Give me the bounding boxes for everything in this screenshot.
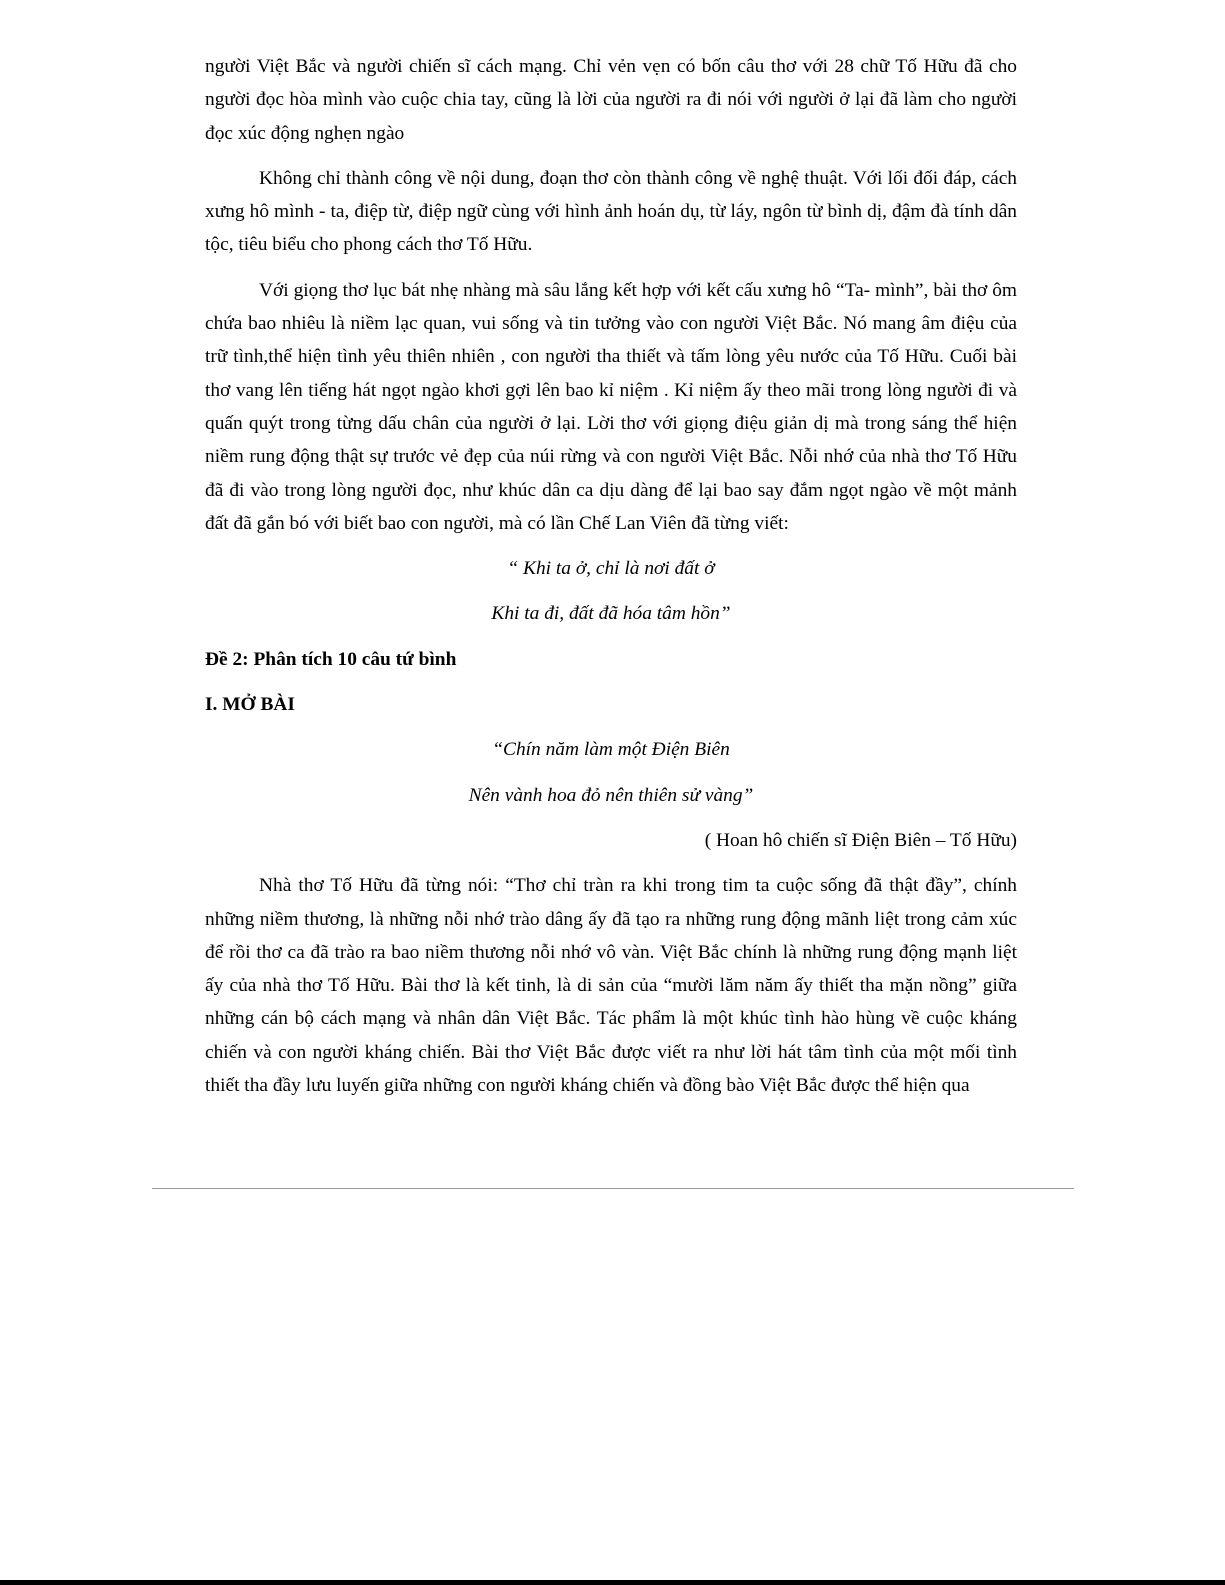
poem-quote-dien-bien: [205, 733, 1017, 812]
poem-quote-che-lan-vien: [205, 552, 1017, 631]
poem-line: “Chín năm làm một Điện Biên: [492, 739, 730, 761]
quote-source: ( Hoan hô chiến sĩ Điện Biên – Tố Hữu): [704, 829, 1017, 851]
paragraph-intro: Nhà thơ Tố Hữu đã từng nói: “Thơ chỉ tràn ra khi trong tim ta cuộc sống đã thật đầy”, chính những niềm thương, là những nỗi nhớ trào dâng ấy đã tạo ra những rung động mãnh liệt trong cảm xúc để rồi thơ ca đã trào ra bao niềm thương nỗi nhớ vô vàn. Việt Bắc chính là những rung động mạnh liệt ấy của nhà thơ Tố Hữu. Bài thơ là kết tinh, là di sản của “mười lăm năm ấy thiết tha mặn nồng” giữa những cán bộ cách mạng và nhân dân Việt Bắc. Tác phẩm là một khúc tình hào hùng về cuộc kháng chiến và con người kháng chiến. Bài thơ Việt Bắc được viết ra như lời hát tâm tình của một mối tình thiết tha đầy lưu luyến giữa những con người kháng chiến và đồng bào Việt Bắc được thể hiện qua: [205, 875, 1017, 1097]
section-heading-de-2: Đề 2: Phân tích 10 câu tứ bình: [205, 648, 457, 670]
paragraph-voice: Với giọng thơ lục bát nhẹ nhàng mà sâu lắng kết hợp với kết cấu xưng hô “Ta- mình”, bài thơ ôm chứa bao nhiêu là niềm lạc quan, vui sống và tin tưởng vào con người Việt Bắc. Nó mang âm điệu của trữ tình,thể hiện tình yêu thiên nhiên , con người tha thiết và tấm lòng yêu nước của Tố Hữu. Cuối bài thơ vang lên tiếng hát ngọt ngào khơi gợi lên bao kỉ niệm . Kỉ niệm ấy theo mãi trong lòng người đi và quấn quýt trong từng dấu chân của người ở lại. Lời thơ với giọng điệu giản dị mà trong sáng thể hiện niềm rung động thật sự trước vẻ đẹp của núi rừng và con người Việt Bắc. Nỗi nhớ của nhà thơ Tố Hữu đã đi vào trong lòng người đọc, như khúc dân ca dịu dàng để lại bao say đắm ngọt ngào về một mảnh đất đã gắn bó với biết bao con người, mà có lần Chế Lan Viên đã từng viết:: [205, 279, 1017, 534]
page-separator: [152, 1188, 1074, 1189]
page-content: [205, 50, 1017, 1102]
section-heading-mo-bai: I. MỞ BÀI: [205, 694, 295, 716]
poem-line: Nên vành hoa đỏ nên thiên sử vàng”: [468, 784, 754, 806]
paragraph-continuation: người Việt Bắc và người chiến sĩ cách mạng. Chỉ vẻn vẹn có bốn câu thơ với 28 chữ Tố Hữu đã cho người đọc hòa mình vào cuộc chia tay, cũng là lời của người ra đi nói với người ở lại đã làm cho người đọc xúc động nghẹn ngào: [205, 56, 1017, 144]
paragraph-art: Không chỉ thành công về nội dung, đoạn thơ còn thành công về nghệ thuật. Với lối đối đáp, cách xưng hô mình - ta, điệp từ, điệp ngữ cùng với hình ảnh hoán dụ, từ láy, ngôn từ bình dị, đậm đà tính dân tộc, tiêu biểu cho phong cách thơ Tố Hữu.: [205, 167, 1017, 256]
poem-line: Khi ta đi, đất đã hóa tâm hồn”: [491, 603, 731, 625]
poem-line: “ Khi ta ở, chỉ là nơi đất ở: [507, 558, 715, 580]
bottom-edge: [0, 1580, 1225, 1585]
